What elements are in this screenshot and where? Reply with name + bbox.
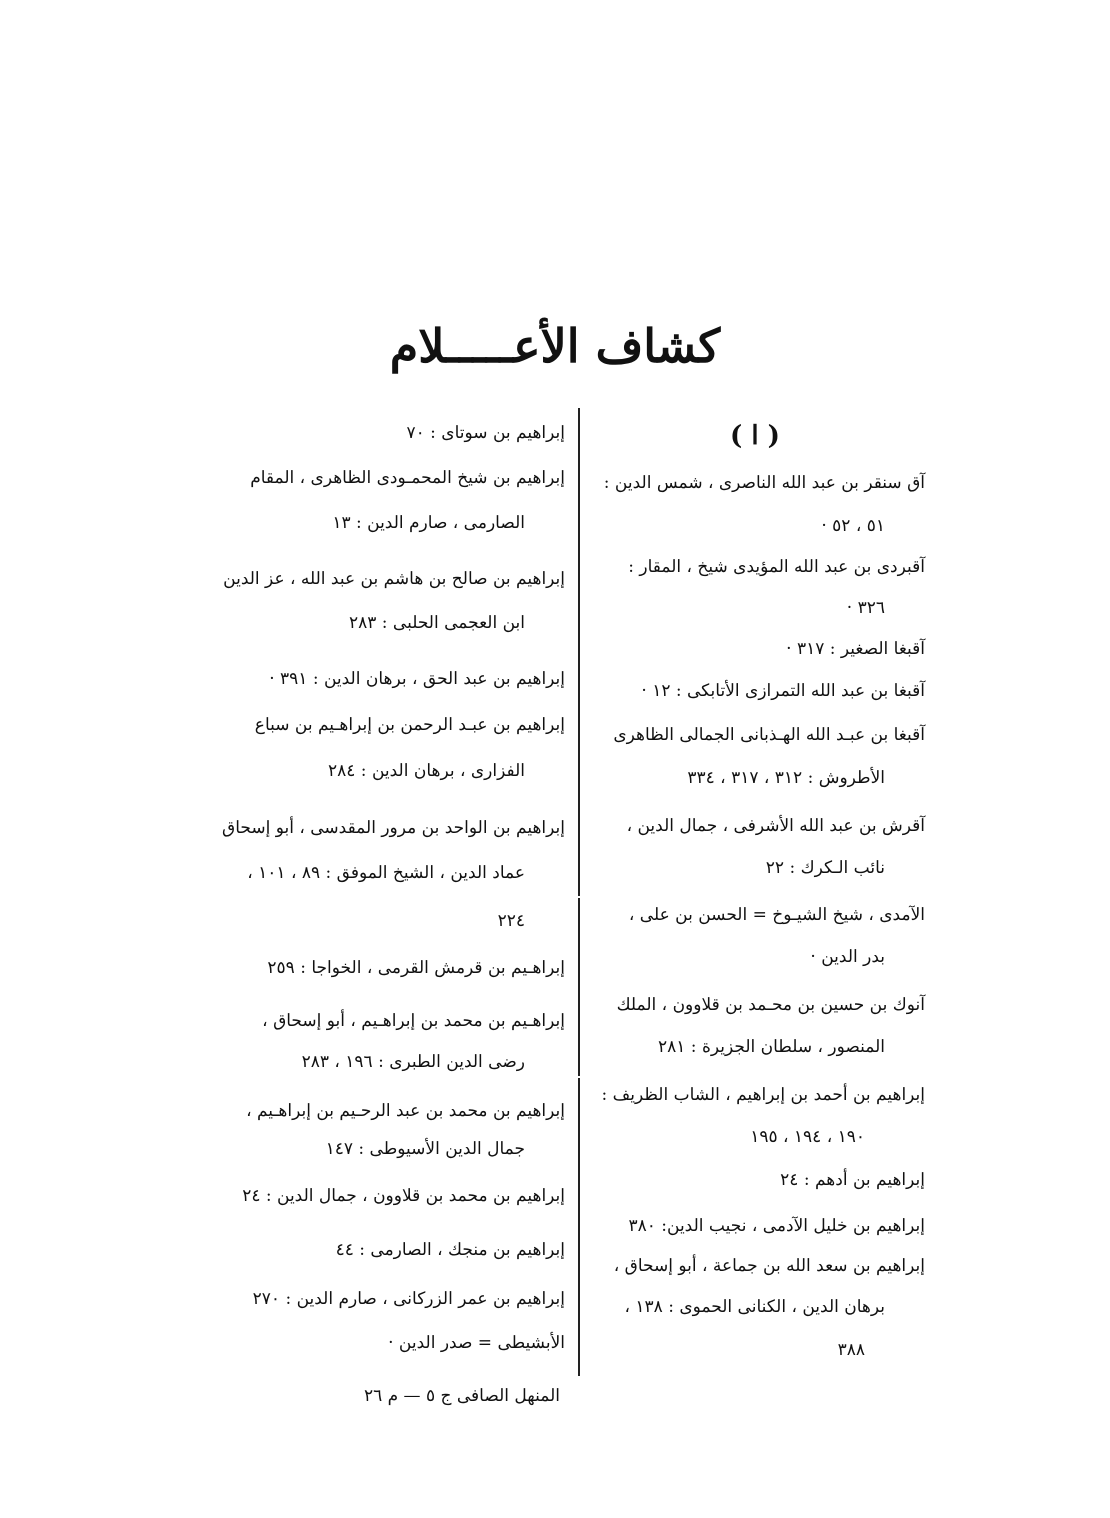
index-line: إبراهيم بن سوتاى : ٧٠ bbox=[406, 423, 565, 443]
index-line: إبراهـيم بن محمد بن إبراهـيم ، أبو إسحاق ، bbox=[262, 1011, 565, 1031]
index-line: المنصور ، سلطان الجزيرة : ٢٨١ bbox=[658, 1037, 885, 1057]
section-letter-heading: ( ا ) bbox=[730, 421, 780, 451]
index-line: آقبردى بن عبد الله المؤيدى شيخ ، المقار : bbox=[628, 557, 925, 577]
index-line: إبراهيم بن الواحد بن مرور المقدسى ، أبو إسحاق bbox=[222, 818, 565, 838]
index-line: الأبشيطى = صدر الدين · bbox=[388, 1333, 565, 1353]
index-line: آقبغا الصغير : ٣١٧ · bbox=[786, 639, 925, 659]
column-divider bbox=[578, 1078, 580, 1376]
index-line: آقرش بن عبد الله الأشرفى ، جمال الدين ، bbox=[626, 816, 925, 836]
index-line: إبراهيم بن خليل الآدمى ، نجيب الدين: ٣٨٠ bbox=[628, 1216, 925, 1236]
index-line: عماد الدين ، الشيخ الموفق : ٨٩ ، ١٠١ ، bbox=[247, 863, 525, 883]
index-line: برهان الدين ، الكنانى الحموى : ١٣٨ ، bbox=[624, 1297, 885, 1317]
index-line: رضى الدين الطبرى : ١٩٦ ، ٢٨٣ bbox=[301, 1052, 525, 1072]
index-line: آقبغا بن عبد الله التمرازى الأتابكى : ١٢ · bbox=[641, 681, 925, 701]
page-title: كشاف الأعـــــلام bbox=[389, 319, 721, 373]
column-divider bbox=[578, 898, 580, 1076]
index-line: إبراهيم بن أحمد بن إبراهيم ، الشاب الظريف : bbox=[601, 1085, 925, 1105]
index-line: آقبغا بن عبـد الله الهـذبانى الجمالى الظاهرى bbox=[613, 725, 925, 745]
index-line: إبراهيم بن أدهم : ٢٤ bbox=[780, 1170, 925, 1190]
index-line: ٣٨٨ bbox=[837, 1340, 865, 1360]
index-line: إبراهيم بن منجك ، الصارمى : ٤٤ bbox=[335, 1240, 565, 1260]
index-line: الفزارى ، برهان الدين : ٢٨٤ bbox=[328, 761, 525, 781]
index-line: إبراهيم بن محمد بن عبد الرحـيم بن إبراهـيم ، bbox=[246, 1101, 565, 1121]
index-line: نائب الـكرك : ٢٢ bbox=[765, 858, 885, 878]
index-line: ٣٢٦ · bbox=[846, 598, 885, 618]
index-line: إبراهيم بن شيخ المحمـودى الظاهرى ، المقام bbox=[250, 468, 565, 488]
index-line: إبراهيم بن سعد الله بن جماعة ، أبو إسحاق ، bbox=[613, 1256, 925, 1276]
index-line: ابن العجمى الحلبى : ٢٨٣ bbox=[348, 613, 525, 633]
index-line: ٢٢٤ bbox=[497, 911, 525, 931]
index-line: الآمدى ، شيخ الشيـوخ = الحسن بن على ، bbox=[628, 905, 925, 925]
index-line: إبراهيم بن عبـد الرحمن بن إبراهـيم بن سباع bbox=[254, 715, 565, 735]
index-line: ٥١ ، ٥٢ · bbox=[821, 516, 885, 536]
index-line: ١٩٠ ، ١٩٤ ، ١٩٥ bbox=[750, 1127, 865, 1147]
column-divider bbox=[578, 408, 580, 896]
page-footer: المنهل الصافى ج ٥ — م ٢٦ bbox=[363, 1386, 560, 1406]
index-line: الأطروش : ٣١٢ ، ٣١٧ ، ٣٣٤ bbox=[687, 768, 885, 788]
index-line: إبراهيم بن محمد بن قلاوون ، جمال الدين : ٢٤ bbox=[242, 1186, 565, 1206]
index-line: آنوك بن حسين بن محـمد بن قلاوون ، الملك bbox=[616, 995, 925, 1015]
index-line: إبراهـيم بن قرمش القرمى ، الخواجا : ٢٥٩ bbox=[267, 958, 565, 978]
index-line: الصارمى ، صارم الدين : ١٣ bbox=[332, 513, 525, 533]
index-line: بدر الدين · bbox=[810, 947, 885, 967]
index-line: جمال الدين الأسيوطى : ١٤٧ bbox=[325, 1139, 525, 1159]
index-line: إبراهيم بن عمر الزركانى ، صارم الدين : ٢٧٠ bbox=[252, 1289, 565, 1309]
index-line: إبراهيم بن عبد الحق ، برهان الدين : ٣٩١ · bbox=[269, 669, 565, 689]
index-line: إبراهيم بن صالح بن هاشم بن عبد الله ، عز الدين bbox=[223, 569, 565, 589]
index-line: آق سنقر بن عبد الله الناصرى ، شمس الدين : bbox=[603, 473, 925, 493]
